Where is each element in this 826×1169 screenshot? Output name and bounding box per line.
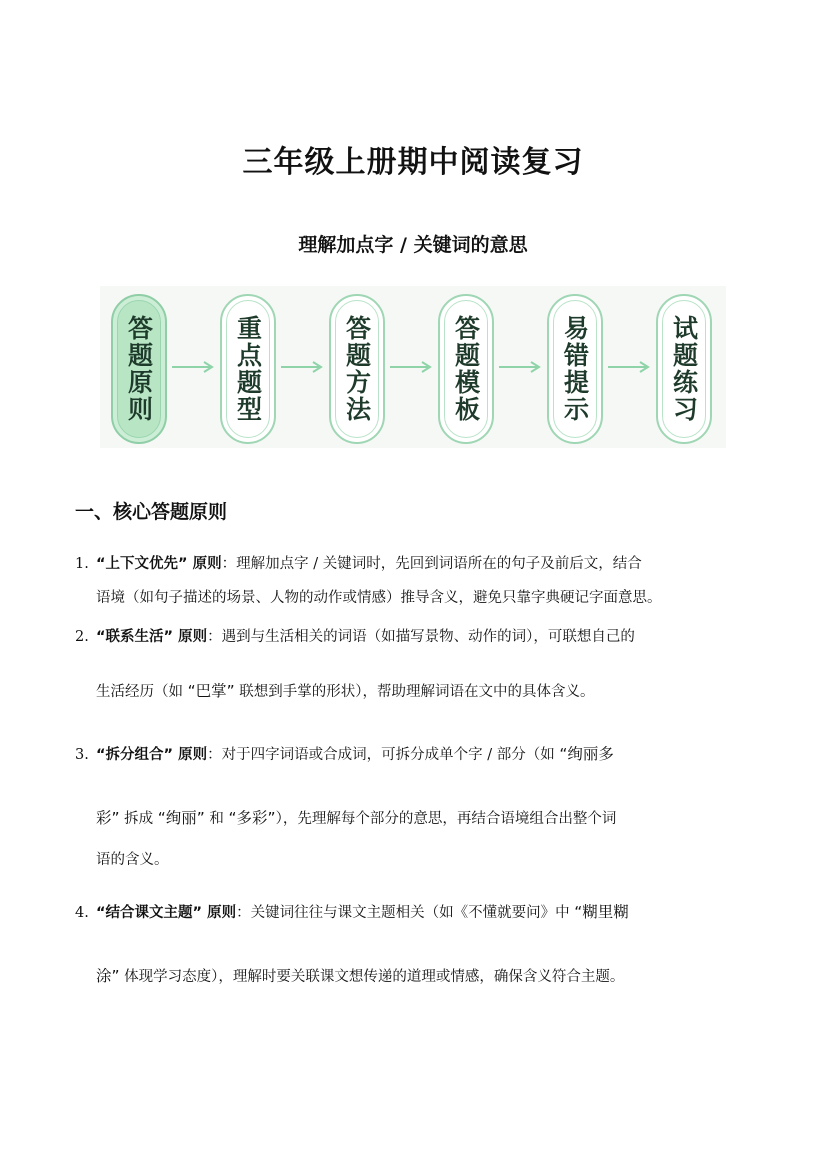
page-title: 三年级上册期中阅读复习 [242,145,584,180]
quoted-word: “多彩” [228,809,276,827]
flow-step-label: 答题模板 [451,315,481,423]
flow-step-label: 试题练习 [669,315,699,423]
item-label: “拆分组合” 原则 [96,747,208,763]
item-label: “结合课文主题” 原则 [96,905,237,921]
item-number: 1. [75,556,89,572]
flow-step-key-question-types [220,294,276,444]
quoted-word: “绚丽” [157,809,205,827]
item-text: ：对于四字词语或合成词，可拆分成单个字 / 部分（如 [207,747,555,763]
item-text: 体现学习态度），理解时要关联课文想传递的道理或情感，确保含义符合主题。 [124,969,625,985]
flow-step-label: 答题原则 [124,315,154,423]
item-text: ：理解加点字 / 关键词时，先回到词语所在的句子及前后文，结合 [221,556,642,572]
arrow-right-icon [388,360,434,374]
item-number: 3. [75,747,89,763]
page-subtitle: 理解加点字 / 关键词的意思 [298,234,528,256]
item-text: 生活经历（如 [96,684,183,700]
flow-step-answer-templates [438,294,494,444]
item-label: “联系生活” 原则 [96,629,208,645]
section-heading: 一、核心答题原则 [75,501,228,523]
quoted-word: 彩” [96,809,120,827]
quoted-word: “绚丽多 [559,745,614,763]
flow-step-label: 重点题型 [233,315,263,423]
arrow-right-icon [279,360,325,374]
item-label: “上下文优先” 原则 [96,556,222,572]
item-text: ），先理解每个部分的意思，再结合语境组合出整个词 [275,811,617,827]
item-text: 和 [209,811,224,827]
item-text: 拆成 [124,811,154,827]
quoted-word: “糊里糊 [574,903,629,921]
item-number: 4. [75,905,89,921]
flow-step-label: 答题方法 [342,315,372,423]
arrow-right-icon [170,360,216,374]
flow-diagram [100,286,726,448]
item-text: 联想到手掌的形状），帮助理解词语在文中的具体含义。 [239,684,595,700]
flow-step-practice [656,294,712,444]
arrow-right-icon [606,360,652,374]
flow-step-common-mistakes [547,294,603,444]
quoted-word: “巴掌” [187,682,235,700]
quoted-word: 涂” [96,967,120,985]
flow-step-label: 易错提示 [560,315,590,423]
item-text: ：遇到与生活相关的词语（如描写景物、动作的词），可联想自己的 [207,629,635,645]
item-text: ：关键词往往与课文主题相关（如《不懂就要问》中 [236,905,570,921]
arrow-right-icon [497,360,543,374]
item-text: 语境（如句子描述的场景、人物的动作或情感）推导含义，避免只靠字典硬记字面意思。 [96,590,662,606]
item-text: 语的含义。 [96,852,169,868]
item-number: 2. [75,629,89,645]
flow-step-answer-methods [329,294,385,444]
flow-step-answer-principles [111,294,167,444]
